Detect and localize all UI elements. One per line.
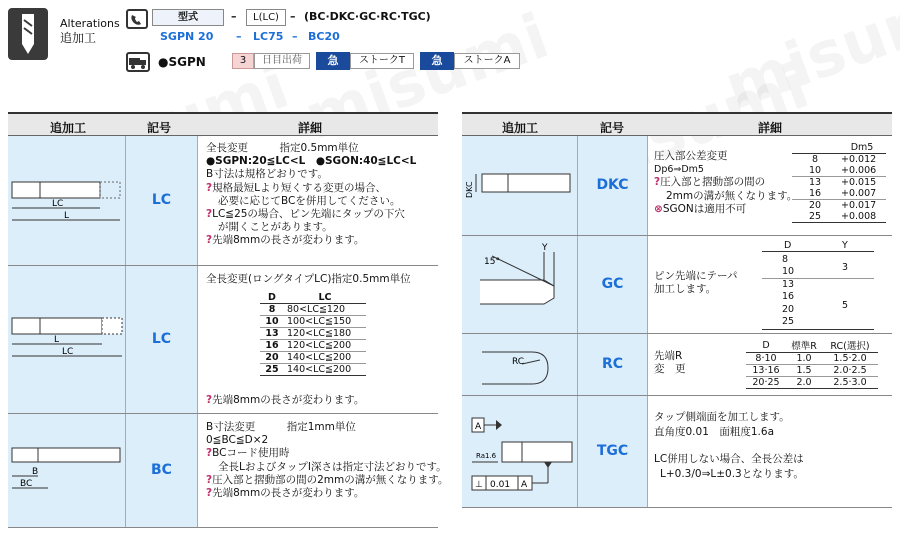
bc-detail [206, 421, 448, 500]
example-code: SGPN 20 [160, 30, 214, 43]
dim-dkc-label: DKC [465, 181, 474, 198]
mini-header: Y [842, 240, 848, 251]
mini-header: Dm5 [850, 142, 874, 153]
mini-cell: +0.006 [841, 165, 877, 176]
mini-cell: 16 [782, 291, 795, 303]
detail-line: 0≦BC≦D×2 [206, 434, 269, 447]
tolerance-value: 0.01 [490, 480, 511, 490]
mini-cell: 8·10 [755, 353, 777, 364]
express-label-t: ストークT [350, 53, 414, 69]
symbol-rc: RC [578, 334, 648, 395]
alteration-icon [8, 8, 48, 60]
mini-cell: 8 [268, 304, 276, 315]
symbol-gc: GC [578, 236, 648, 333]
dkc-detail [654, 150, 797, 216]
dkc-diagram [462, 136, 578, 235]
product-code: ●SGPN [158, 55, 206, 69]
header-alteration: 追加工 [502, 121, 539, 135]
lc-long-title: 全長変更(ロングタイプLC)指定0.5mm単位 [206, 273, 411, 285]
express-badge-t [316, 52, 350, 70]
detail-line: が開くことがあります。 [218, 221, 333, 234]
mini-cell: +0.008 [841, 211, 877, 222]
note-icon: ? [206, 181, 213, 194]
table-row [462, 334, 892, 396]
mini-cell: 100<LC≦150 [287, 316, 352, 327]
lc-long-note [206, 394, 364, 407]
detail-line: BCコード使用時 [212, 447, 290, 460]
mini-cell: 1.0 [796, 353, 812, 364]
mini-header: D [762, 339, 770, 351]
detail-line: 変 更 [654, 363, 686, 376]
dash: – [290, 10, 296, 23]
detail-line: 全長変更 指定0.5mm単位 [206, 142, 359, 154]
table-row [462, 396, 892, 508]
note-icon: ? [206, 208, 213, 221]
rc-detail [654, 350, 686, 376]
symbol-tgc: TGC [578, 396, 648, 507]
mini-cell: 20·25 [752, 377, 780, 388]
perpendicularity-symbol: ⊥ [475, 480, 483, 490]
datum-ref: A [521, 480, 528, 490]
symbol-dkc: DKC [578, 136, 648, 235]
header-detail: 詳細 [758, 121, 783, 135]
detail-line: 先端R [654, 350, 683, 362]
header-symbol: 記号 [147, 121, 172, 135]
detail-line: ピン先端にテーパ [654, 270, 738, 282]
note-icon: ? [206, 394, 213, 406]
symbol-bc: BC [126, 414, 198, 527]
detail-line: 必要に応じてBCを併用してください。 [218, 194, 401, 207]
detail-line: LC併用しない場合、全長公差は [654, 453, 804, 465]
mini-cell: 1.5·2.0 [833, 353, 867, 364]
dim-b-label: B [32, 467, 39, 477]
detail-line: 圧入部と摺動部の間の [660, 176, 766, 189]
note-icon: ? [206, 473, 213, 486]
tgc-detail [654, 410, 804, 482]
detail-line: LC≦25の場合、ピン先端にタップの下穴 [212, 208, 405, 221]
header-alteration: 追加工 [50, 121, 87, 135]
express-glyph: 急 [431, 54, 443, 67]
example-lc: LC75 [253, 30, 284, 43]
alterations-label-en: Alterations [60, 17, 120, 30]
mini-cell: 10 [265, 316, 279, 327]
dim-bc-label: BC [20, 479, 33, 489]
header-detail: 詳細 [298, 121, 323, 135]
detail-line: 加工します。 [654, 283, 717, 296]
datum-a-label: A [475, 422, 482, 432]
mini-cell: 16 [808, 188, 822, 199]
mini-cell: 16 [265, 340, 279, 351]
mini-cell: 8 [782, 254, 789, 265]
table-row [8, 266, 438, 414]
detail-line: 先端8mmの長さが変わります。 [212, 487, 365, 500]
mini-cell: 13·16 [752, 365, 780, 376]
table-row [8, 414, 449, 528]
detail-line: Dp6⇒Dm5 [654, 164, 704, 176]
roughness-label: Ra1.6 [476, 452, 497, 460]
header-symbol: 記号 [600, 121, 625, 135]
detail-line: 規格最短Lより短くする変更の場合、 [212, 181, 386, 194]
detail-line: L+0.3/0⇒L±0.3となります。 [660, 468, 804, 480]
detail-line: 先端8mmの長さが変わります。 [212, 234, 365, 247]
example-dash: – [236, 30, 242, 43]
detail-line: 圧入部と摺動部の間の2mmの溝が無くなります。 [212, 473, 449, 486]
mini-cell: 25 [265, 364, 279, 375]
mini-cell: 13 [782, 278, 795, 290]
gc-y-table [762, 240, 874, 328]
detail-line: 圧入部公差変更 [654, 150, 728, 162]
mini-cell: 2.0·2.5 [833, 365, 867, 376]
lc-long-diagram [8, 266, 126, 413]
detail-line: タップ側端面を加工します。 [654, 411, 790, 423]
phone-icon [126, 9, 148, 29]
bc-diagram [8, 414, 126, 527]
dkc-tolerance-table [792, 142, 886, 223]
mini-cell: 20 [265, 352, 279, 363]
note-icon: ? [206, 487, 213, 500]
mini-header: 標準R [791, 341, 817, 352]
rc-radius-table [746, 338, 878, 389]
mini-cell: 120<LC≦180 [287, 328, 352, 339]
mini-cell: +0.015 [841, 177, 877, 188]
table-row [8, 136, 438, 266]
dim-l-label: L [54, 335, 60, 345]
mini-cell: 13 [808, 177, 822, 188]
symbol-lc: LC [126, 136, 198, 265]
example-dash: – [292, 30, 298, 43]
no-icon: ⊗ [654, 202, 663, 215]
gc-diagram [462, 236, 578, 333]
mini-cell: 20 [782, 303, 795, 315]
symbol-lc-long: LC [126, 266, 198, 413]
mini-cell: 120<LC≦200 [287, 340, 352, 351]
table-row [462, 136, 892, 236]
mini-cell: 5 [842, 300, 849, 311]
alterations-label-ja: 追加工 [60, 31, 97, 45]
mini-cell: 1.5 [796, 365, 812, 376]
mini-header: D [268, 292, 276, 303]
mini-cell: 20 [808, 200, 822, 211]
detail-line: B寸法変更 指定1mm単位 [206, 421, 356, 433]
ship-days: 3 [232, 53, 254, 69]
mini-header: RC(選択) [830, 341, 870, 352]
detail-line: 2mmの溝が無くなります。 [666, 189, 798, 202]
lc-range-table [260, 292, 366, 376]
mini-cell: 3 [842, 262, 849, 273]
truck-icon [126, 52, 150, 72]
dash: – [231, 10, 237, 23]
express-glyph: 急 [327, 54, 339, 67]
note-icon: ? [206, 234, 213, 247]
dim-l-label: L [64, 211, 70, 221]
lc-detail [206, 142, 416, 248]
detail-line: 先端8mmの長さが変わります。 [212, 394, 365, 406]
mini-cell: 140<LC≦200 [287, 352, 352, 363]
dim-y-label: Y [542, 243, 548, 253]
mini-cell: +0.017 [841, 200, 877, 211]
note-icon: ? [206, 447, 213, 460]
lc-label: L(LC) [246, 9, 286, 26]
express-label-a: ストークA [454, 53, 520, 69]
mini-cell: 10 [808, 165, 822, 176]
dim-lc-label: LC [62, 347, 74, 357]
example-bc: BC20 [308, 30, 340, 43]
detail-line: ●SGPN:20≦LC<L ●SGON:40≦LC<L [206, 155, 417, 168]
right-table-header [462, 112, 892, 136]
lc-diagram [8, 136, 126, 265]
note-icon: ? [654, 176, 661, 189]
detail-line: 直角度0.01 面粗度1.6a [654, 426, 775, 438]
dim-angle-label: 15° [484, 257, 500, 267]
alteration-options: (BC·DKC·GC·RC·TGC) [304, 10, 431, 23]
mini-cell: 13 [265, 328, 279, 339]
mini-cell: 140<LC≦200 [287, 364, 352, 375]
detail-line: SGONは適用不可 [662, 202, 747, 215]
mini-header: LC [318, 292, 332, 303]
tgc-diagram [462, 396, 578, 507]
mini-cell: 2.0 [796, 377, 812, 388]
mini-cell: +0.007 [841, 188, 877, 199]
detail-line: B寸法は規格どおりです。 [206, 168, 328, 181]
dim-rc-label: RC [512, 357, 525, 367]
gc-detail [654, 270, 737, 296]
table-row [462, 236, 892, 334]
rc-diagram [462, 334, 578, 395]
mini-cell: 80<LC≦120 [287, 304, 346, 315]
detail-line: 全長LおよびタップI深さは指定寸法どおりです。 [218, 460, 447, 473]
type-label: 型式 [152, 9, 224, 26]
mini-cell: +0.012 [841, 154, 877, 165]
left-table-header [8, 112, 438, 136]
ship-days-label: 日目出荷 [254, 53, 310, 69]
express-badge-a [420, 52, 454, 70]
dim-lc-label: LC [52, 199, 64, 209]
mini-header: D [784, 240, 792, 251]
mini-cell: 10 [782, 266, 795, 278]
mini-cell: 2.5·3.0 [833, 377, 867, 388]
mini-cell: 25 [808, 211, 822, 222]
mini-cell: 8 [811, 154, 819, 165]
mini-cell: 25 [782, 316, 795, 328]
